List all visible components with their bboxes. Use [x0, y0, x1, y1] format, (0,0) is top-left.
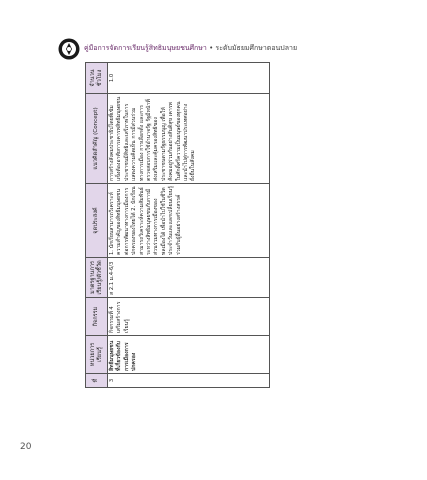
header-concept: แนวคิดสำคัญ (Concept)	[86, 94, 108, 184]
header-unit: หน่วยการเรียนรู้	[86, 336, 108, 374]
table-row	[108, 63, 270, 388]
ministry-emblem-icon	[58, 38, 80, 60]
cell-standard: ส 2.1 ม.4-6/3	[108, 258, 270, 298]
header-subtitle: • ระดับมัธยมศึกษาตอนปลาย	[209, 44, 298, 52]
cell-unit: สิทธิมนุษยชนที่เกี่ยวข้องกับการเมืองการปกครอง	[108, 336, 270, 374]
page-number: 20	[20, 442, 32, 452]
page-header	[58, 38, 398, 62]
cell-no: 3	[108, 374, 270, 388]
curriculum-table-rotated	[85, 63, 270, 388]
cell-objective: 1. นักเรียนสามารถวิเคราะห์ความสำคัญของสิทธิมนุษยชนต่อการพัฒนาทางการเมืองการปกครองของไทยได้ 2. นักเรียนสามารถวิเคราะห์ความสัมพันธ์ระหว่างสิทธิมนุษยชนกับการมีส่วนร่วมทางการเมืองของพลเมืองได้ เพื่อนำไปใช้ในชีวิตประจำวันและแลกเปลี่ยนเรียนรู้ร่วมกับผู้อื่นอย่างสร้างสรรค์	[108, 184, 270, 258]
header-title-line	[84, 43, 297, 54]
cell-concept: การสร้างสังคมประชาธิปไตยที่เข้มแข็งต้องอาศัยการเคารพสิทธิมนุษยชน ประชาชนมีสิทธิและเสรีภาพในการแสดงความคิดเห็น การมีส่วนร่วมทางการเมือง การเลือกตั้ง และการตรวจสอบการใช้อำนาจรัฐ รัฐมีหน้าที่ส่งเสริมและคุ้มครองสิทธิของประชาชนตามรัฐธรรมนูญ เพื่อให้สังคมอยู่ร่วมกันอย่างสันติสุข เคารพในศักดิ์ศรีความเป็นมนุษย์ของทุกคน และนำไปสู่การพัฒนาประเทศอย่างยั่งยืนในสังคม	[108, 94, 270, 184]
header-no: ที่	[86, 374, 108, 388]
header-title: คู่มือการจัดการเรียนรู้สิทธิมนุษยชนศึกษา	[84, 44, 207, 52]
header-activity: กิจกรรม	[86, 298, 108, 336]
header-standard: มาตรฐานการเรียนรู้/ตัวชี้วัด	[86, 258, 108, 298]
header-objective: จุดประสงค์	[86, 184, 108, 258]
curriculum-table	[85, 62, 270, 388]
cell-amount: 1.0	[108, 63, 270, 94]
cell-activity: กิจกรรมที่ 4 เสริมสร้างการเรียนรู้	[108, 298, 270, 336]
header-amount: จำนวนชั่วโมง	[86, 63, 108, 94]
table-header-row	[86, 63, 108, 388]
